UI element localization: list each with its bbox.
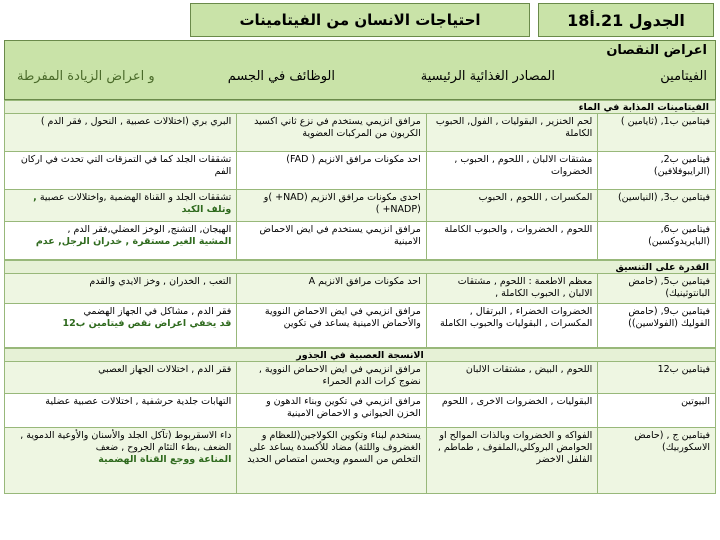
cell-vitamin: فيتامين ب9, (حامض الفوليك (الفولاسين)) bbox=[597, 304, 715, 347]
cell-sources: المكسرات , اللحوم , الحبوب bbox=[426, 190, 598, 221]
cell-sources: اللحوم , الخضروات , والحبوب الكاملة bbox=[426, 222, 598, 259]
vitamin-table bbox=[4, 100, 716, 494]
table-row bbox=[4, 428, 716, 494]
cell-sources: مشتقات الالبان , اللحوم , الحبوب , الخضروات bbox=[426, 152, 598, 189]
cell-functions: مرافق انزيمي يستخدم في ايض الاحماض الامينية bbox=[236, 222, 425, 259]
cell-functions: يستخدم لبناء وتكوين الكولاجين(للعظام و الغضروف واللثة) مضاد للأكسدة يساعد على التخلص من السموم ويحسن امتصاص الحديد bbox=[236, 428, 425, 493]
cell-vitamin: فيتامين ب3, (النياسين) bbox=[597, 190, 715, 221]
header-sources: المصادر الغذائية الرئيسية bbox=[420, 69, 555, 84]
cell-functions: مرافق انزيمي في ايض الاحماض النووية والأحماض الامينية يساعد في تكوين bbox=[236, 304, 425, 347]
table-row bbox=[4, 114, 716, 152]
deficiency-extra: المناعة ووجع القناة الهضمية bbox=[98, 454, 232, 465]
cell-functions: مرافق انزيمي في تكوين وبناء الدهون و الخزن الحيواني و الاحماض الامينية bbox=[236, 394, 425, 427]
cell-vitamin: البيوتين bbox=[597, 394, 715, 427]
header-functions: الوظائف في الجسم bbox=[227, 69, 335, 84]
cell-vitamin: فيتامين ب1, (ثايامين ) bbox=[597, 114, 715, 151]
cell-deficiency: التهابات جلدية حرشفية , اختلالات عصبية عضلية bbox=[45, 396, 232, 407]
cell-functions: مرافق انزيمي في ايض الاحماض النووية , نضوج كرات الدم الحمراء bbox=[236, 362, 425, 393]
table-row bbox=[4, 222, 716, 260]
cell-functions: احدى مكونات مرافق الانزيم (NAD+ )و (NADP+ ) bbox=[236, 190, 425, 221]
deficiency-text: داء الاسقربوط (تآكل الجلد والأسنان والأوعية الدموية , الضعف ,بطء التئام الجروح , ضعف bbox=[20, 430, 232, 453]
cell-functions: مرافق انزيمي يستخدم في نزع ثاني اكسيد الكربون من المركبات العضوية bbox=[236, 114, 425, 151]
table-row bbox=[4, 274, 716, 304]
header-deficiency: اعراض النقصان bbox=[606, 43, 707, 58]
table-header bbox=[4, 40, 716, 100]
deficiency-text: الهيجان, التشنج, الوخز العضلي,فقر الدم , bbox=[67, 224, 232, 235]
cell-vitamin: فيتامين ج , (حامض الاسكوربيك) bbox=[597, 428, 715, 493]
cell-vitamin: فيتامين ب6, (البايريدوكسين) bbox=[597, 222, 715, 259]
table-number: الجدول 21.أ18 bbox=[538, 3, 714, 37]
cell-sources: الفواكه و الخضروات وبالذات الموالح او الحوامض البروكلي,الملفوف , طماطم , الفلفل الاخضر bbox=[426, 428, 598, 493]
cell-deficiency bbox=[5, 428, 236, 493]
header-excess: و اعراض الزيادة المفرطة bbox=[17, 69, 155, 84]
cell-sources: معظم الاطعمة : اللحوم , مشتقات الالبان , الحبوب الكاملة , bbox=[426, 274, 598, 303]
table-row bbox=[4, 190, 716, 222]
title-bar bbox=[0, 0, 720, 40]
header-vitamin: الفيتامين bbox=[660, 69, 707, 84]
cell-sources: البقوليات , الخضروات الاخرى , اللحوم bbox=[426, 394, 598, 427]
table-row bbox=[4, 152, 716, 190]
cell-functions: احد مكونات مرافق الانزيم A bbox=[236, 274, 425, 303]
section-nerve: الانسجة العصبية في الجذور bbox=[4, 348, 716, 362]
cell-deficiency: التعب , الخدران , وخز الايدي والقدم bbox=[89, 276, 232, 287]
table-row bbox=[4, 394, 716, 428]
section-water-soluble: الفيتامينات المذابة في الماء bbox=[4, 100, 716, 114]
cell-deficiency bbox=[5, 304, 236, 347]
section-coordination: القدرة على التنسيق bbox=[4, 260, 716, 274]
cell-deficiency: فقر الدم , اختلالات الجهاز العصبي bbox=[98, 364, 232, 375]
deficiency-extra: قد يخفي اعراض نقص فيتامين ب12 bbox=[62, 318, 232, 329]
cell-deficiency: تشققات الجلد كما في التمزقات التي تحدث في اركان الفم bbox=[20, 154, 232, 177]
table-row bbox=[4, 304, 716, 348]
cell-deficiency bbox=[5, 190, 236, 221]
cell-deficiency bbox=[5, 222, 236, 259]
deficiency-text: تشققات الجلد و القناة الهضمية ,واختلالات عصبية bbox=[39, 192, 232, 203]
page-title: احتياجات الانسان من الفيتامينات bbox=[190, 3, 530, 37]
cell-vitamin: فيتامين ب12 bbox=[597, 362, 715, 393]
cell-functions: احد مكونات مرافق الانزيم ( FAD) bbox=[236, 152, 425, 189]
deficiency-text: فقر الدم , مشاكل في الجهاز الهضمي bbox=[83, 306, 232, 317]
cell-vitamin: فيتامين ب5, (حامض البانتوثينيك) bbox=[597, 274, 715, 303]
cell-vitamin: فيتامين ب2, (الرايبوفلافين) bbox=[597, 152, 715, 189]
table-row bbox=[4, 362, 716, 394]
cell-sources: اللحوم , البيض , مشتقات الالبان bbox=[426, 362, 598, 393]
cell-sources: لحم الخنزير , البقوليات , الفول, الحبوب الكاملة bbox=[426, 114, 598, 151]
deficiency-extra: , وتلف الكبد bbox=[33, 192, 232, 215]
cell-deficiency: البري بري (اختلالات عصبية , النحول , فقر الدم ) bbox=[40, 116, 232, 127]
deficiency-extra: المشية الغير مستقرة , خدران الرجل, عدم bbox=[35, 236, 232, 247]
cell-sources: الخضروات الخضراء , البرتقال , المكسرات , البقوليات والحبوب الكاملة bbox=[426, 304, 598, 347]
